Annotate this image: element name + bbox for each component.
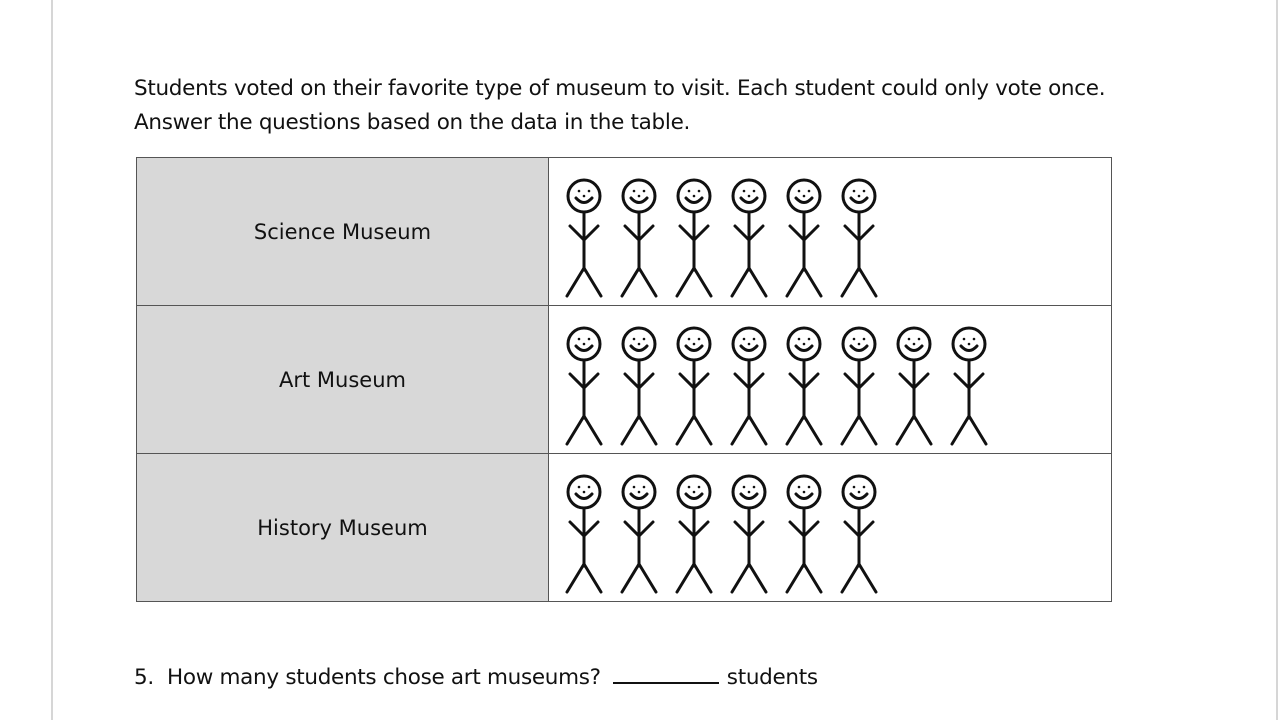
stick-figure-icon <box>674 474 729 598</box>
museum-label: Science Museum <box>137 158 549 306</box>
stick-figure-icon <box>784 178 839 302</box>
answer-unit: students <box>726 665 818 690</box>
page-left-edge <box>51 0 53 720</box>
vote-figures <box>549 306 1111 450</box>
vote-figures <box>549 454 1111 598</box>
stick-figure-icon <box>784 326 839 450</box>
table-row <box>137 158 1112 306</box>
stick-figure-icon <box>674 326 729 450</box>
stick-figure-icon <box>839 474 894 598</box>
stick-figure-icon <box>564 178 619 302</box>
pictograph-table <box>136 157 1112 602</box>
vote-figures <box>549 158 1111 302</box>
instructions-text: Students voted on their favorite type of museum to visit. Each student could only vote once. Answer the questions based on the data in the table. <box>134 76 1106 135</box>
museum-label: History Museum <box>137 454 549 602</box>
question-text: How many students chose art museums? <box>167 665 601 690</box>
stick-figure-icon <box>839 326 894 450</box>
stick-figure-icon <box>674 178 729 302</box>
stick-figure-icon <box>784 474 839 598</box>
votes-cell <box>549 158 1112 306</box>
page-right-edge <box>1276 0 1278 720</box>
stick-figure-icon <box>729 326 784 450</box>
stick-figure-icon <box>564 474 619 598</box>
stick-figure-icon <box>894 326 949 450</box>
stick-figure-icon <box>564 326 619 450</box>
question-number: 5. <box>134 665 154 690</box>
votes-cell <box>549 306 1112 454</box>
stick-figure-icon <box>619 474 674 598</box>
answer-blank[interactable] <box>613 660 719 684</box>
stick-figure-icon <box>949 326 1004 450</box>
stick-figure-icon <box>839 178 894 302</box>
question-5 <box>134 660 818 690</box>
table-row <box>137 454 1112 602</box>
museum-label: Art Museum <box>137 306 549 454</box>
stick-figure-icon <box>729 178 784 302</box>
votes-cell <box>549 454 1112 602</box>
table-row <box>137 306 1112 454</box>
stick-figure-icon <box>619 326 674 450</box>
stick-figure-icon <box>729 474 784 598</box>
stick-figure-icon <box>619 178 674 302</box>
